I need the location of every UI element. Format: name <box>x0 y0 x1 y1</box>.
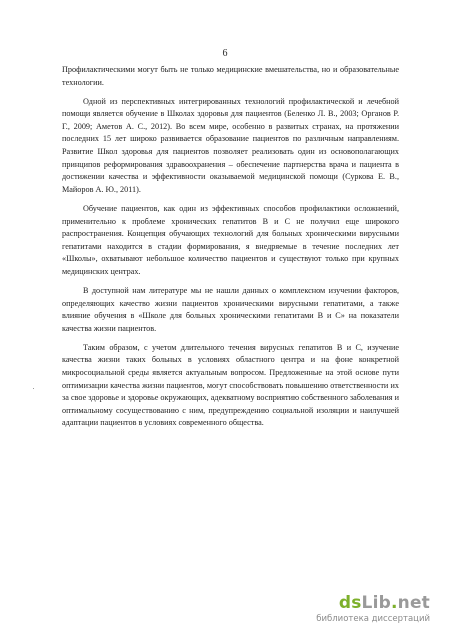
page-number: 6 <box>222 48 228 59</box>
dslib-watermark <box>300 593 430 625</box>
paragraph-5: Таким образом, с учетом длительного течения вирусных гепатитов В и С, изучение качества жизни таких больных в условиях областного центра и на фоне конкретной микросоциальной среды является актуальным вопросом. Предложенные на этой основе пути оптимизации качества жизни пациентов, могут способствовать повышению ответственности их за свое здоровье и здоровье окружающих, адекватному восприятию собственного заболевания и оптимальному сосуществованию с ним, предупреждению социальной изоляции и наилучшей адаптации пациентов в условиях современного общества. <box>62 342 399 428</box>
watermark-logo-ds: ds <box>338 593 362 613</box>
watermark-logo-dot: . <box>390 593 398 613</box>
paragraph-3: Обучение пациентов, как один из эффективных способов профилактики осложнений, применительно к проблеме хронических гепатитов В и С не получил еще широкого распространения. Концепция обучающих технологий для больных хроническими вирусными гепатитами находится в стадии формирования, я внедряемые в течение последних лет «Школы», охватывают небольшое количество пациентов и существуют только при крупных медицинских центрах. <box>62 203 399 276</box>
paragraph-2: Одной из перспективных интегрированных технологий профилактической и лечебной помощи является обучение в Школах здоровья для пациентов (Беленко Л. В., 2003; Органов Р. Г., 2009; Аметов А. С., 2012). Во всем мире, особенно в развитых странах, на протяжении последних 15 лет широко развивается образование пациентов по различным направлениям. Развитие Школ здоровья для пациентов позволяет реализовать один из основополагающих принципов реформирования здравоохранения – обеспечение партнерства врача и пациента в достижении качества и эффективности оказываемой медицинской помощи (Суркова Е. В., Майоров А. Ю., 2011). <box>62 96 399 194</box>
watermark-logo-net: net <box>397 593 430 613</box>
margin-mark <box>33 388 34 389</box>
paragraph-1: Профилактическими могут быть не только медицинские вмешательства, но и образовательные технологии. <box>62 65 399 87</box>
paragraph-4: В доступной нам литературе мы не нашли данных о комплексном изучении факторов, определяющих качество жизни пациентов хроническими вирусными гепатитами, а также влияние обучения в «Школе для больных хроническими гепатитами В и С» на показатели качества жизни пациентов. <box>62 286 399 333</box>
watermark-logo-lib: Lib <box>361 593 391 613</box>
watermark-subtitle: библиотека диссертаций <box>316 614 430 624</box>
body-text <box>62 64 399 430</box>
watermark-logo <box>300 593 430 613</box>
